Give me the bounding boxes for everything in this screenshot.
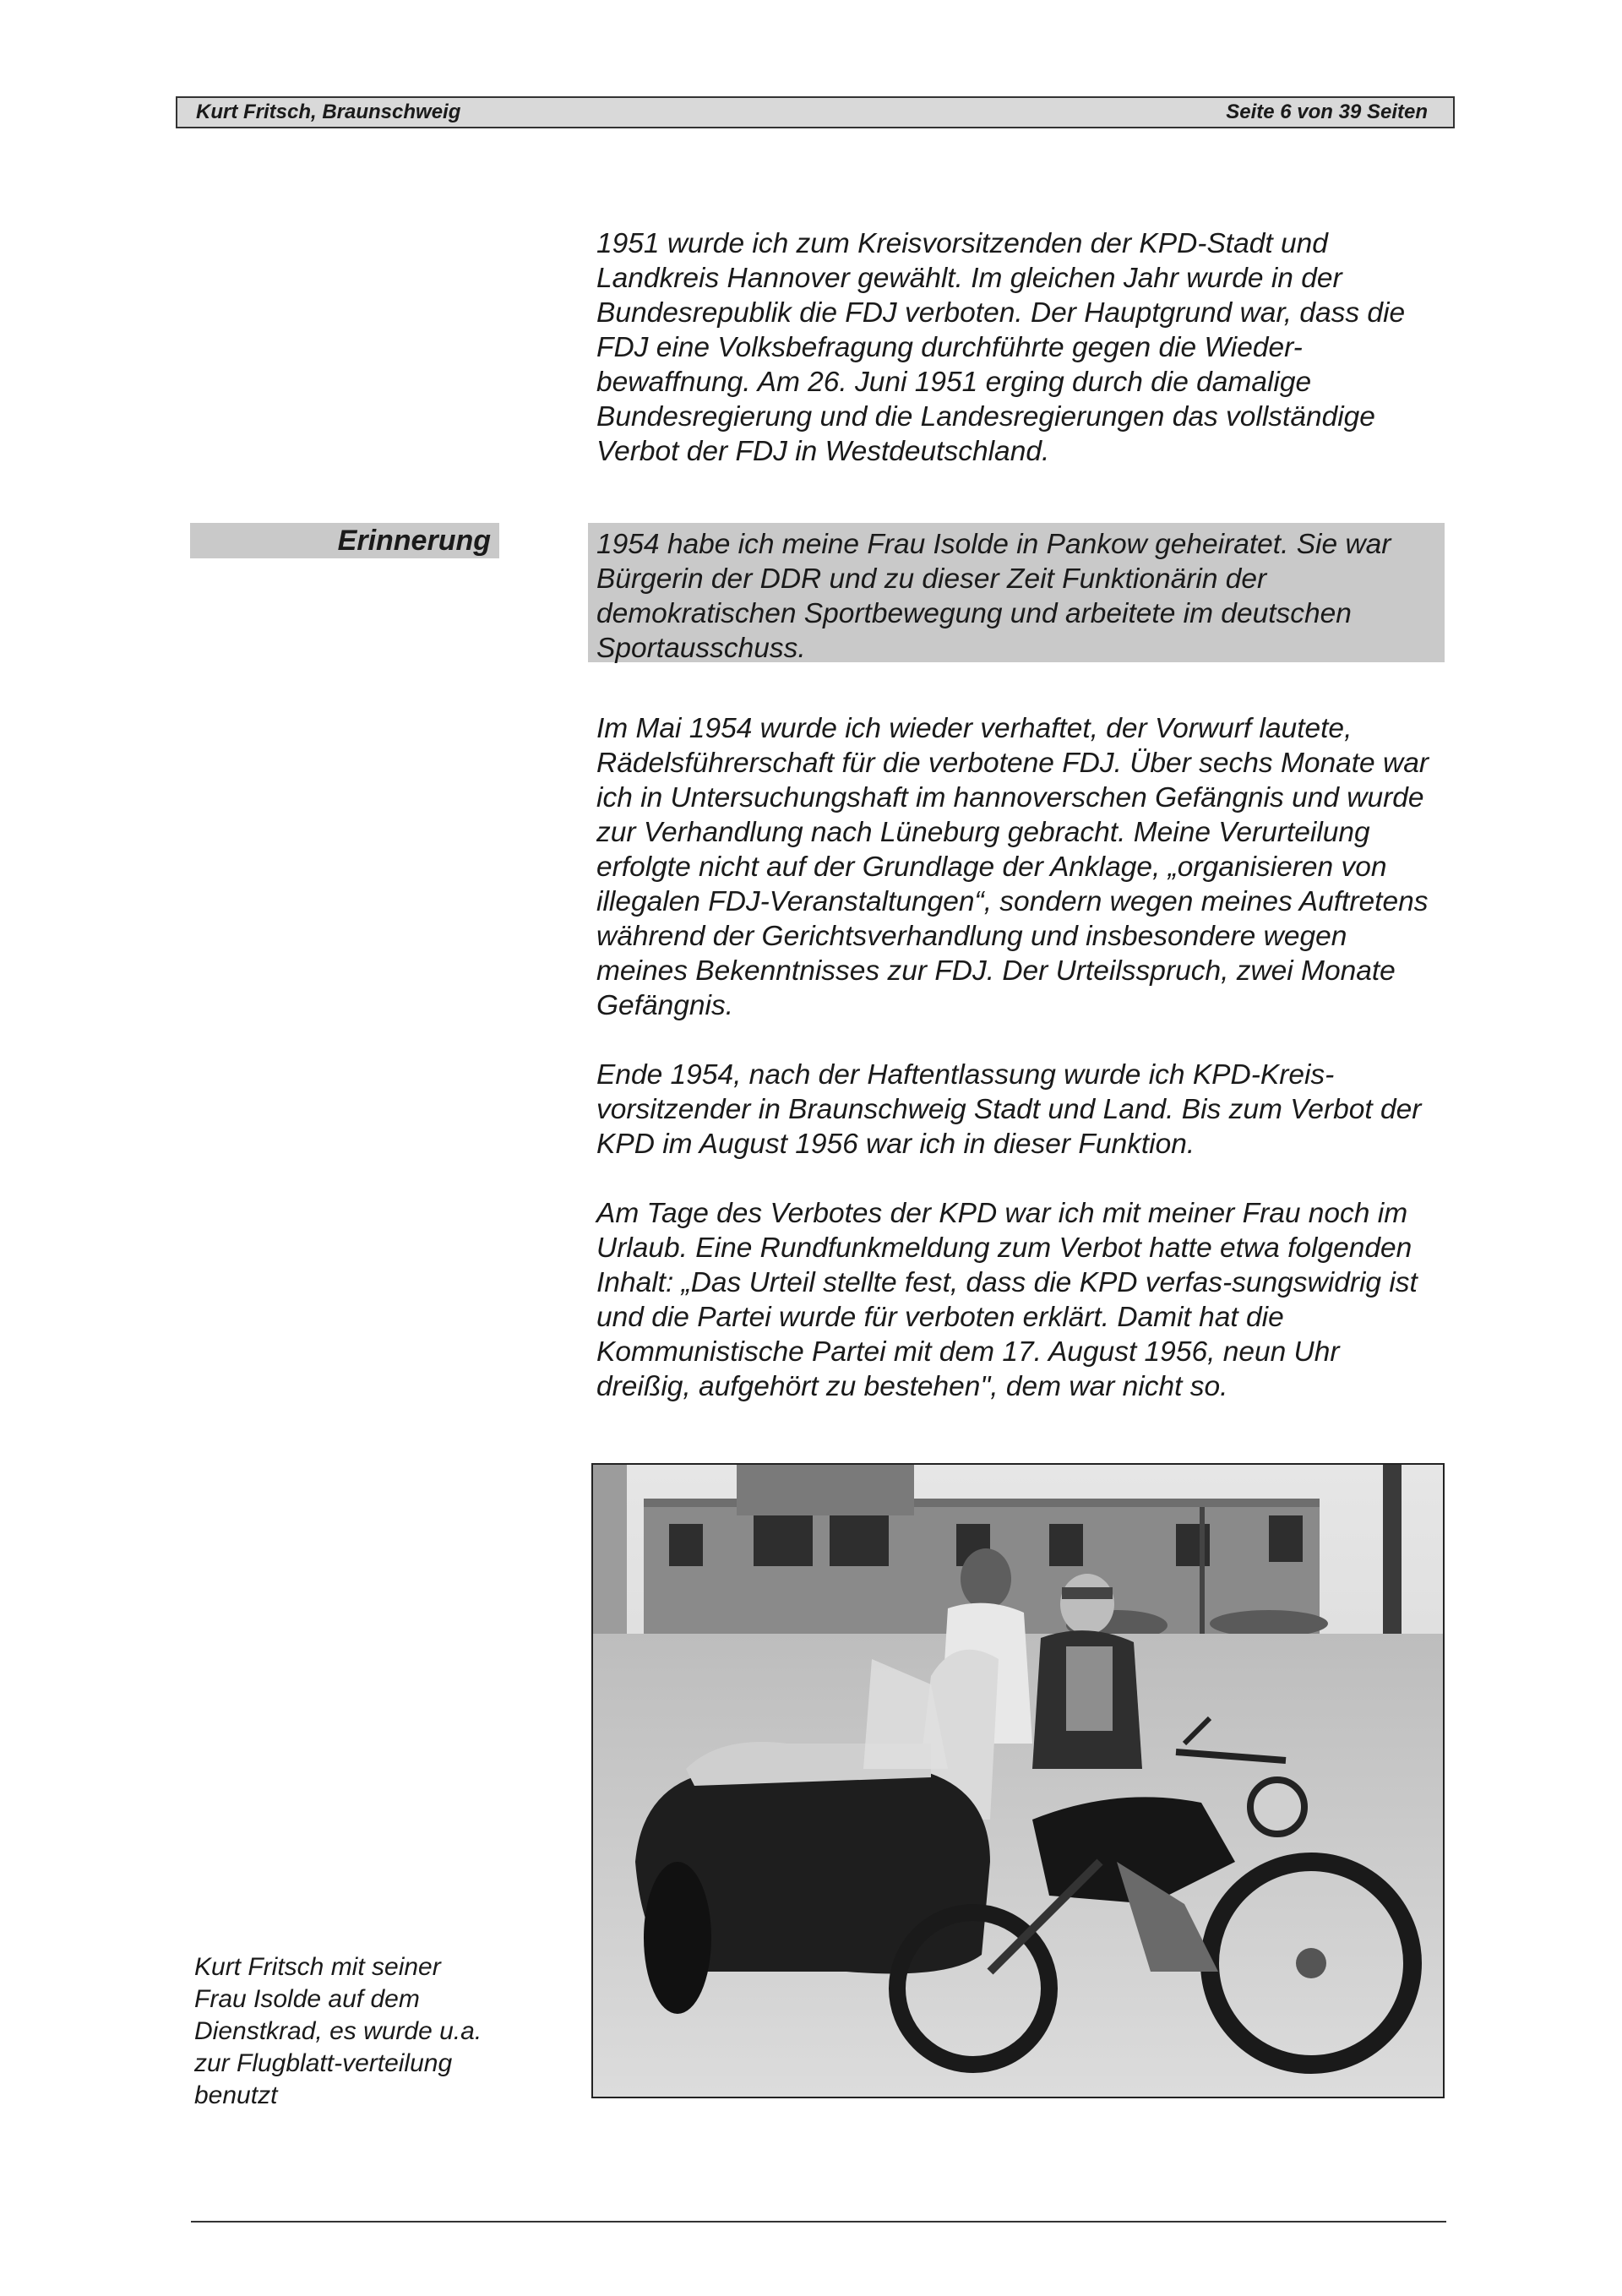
paragraph-kreisvorsitz: Ende 1954, nach der Haftentlassung wurde ich KPD-Kreis-vorsitzender in Braunschweig Stadt und Land. Bis zum Verbot der KPD im August 1956 war ich in dieser Funktion. [596, 1059, 1422, 1160]
page-header [176, 96, 1455, 128]
paragraph-verhaftung: Im Mai 1954 wurde ich wieder verhaftet, der Vorwurf lautete, Rädelsführerschaft für die verbotene FDJ. Über sechs Monate war ich in Untersuchungshaft im hannoverschen Gefängnis und wurde zur Verhandlung nach Lüneburg gebracht. Meine Verurteilung erfolgte nicht auf der Grundlage der Anklage, „organisieren von illegalen FDJ-Veranstaltungen“, sondern wegen meines Auftretens während der Gerichtsverhandlung und insbesondere wegen meines Bekenntnisses zur FDJ. Der Urteilsspruch, zwei Monate Gefängnis. [596, 713, 1429, 1021]
footer-divider [191, 2221, 1446, 2223]
highlight-paragraph-1954: 1954 habe ich meine Frau Isolde in Pankow geheiratet. Sie war Bürgerin der DDR und zu dieser Zeit Funktionärin der demokratischen Sportbewegung und arbeitete im deutschen Sportausschuss. [588, 523, 1445, 662]
side-label-erinnerung: Erinnerung [190, 523, 499, 558]
photo-illustration [593, 1465, 1443, 2097]
photo-motorcycle-sidecar [591, 1463, 1445, 2098]
header-author: Kurt Fritsch, Braunschweig [196, 101, 461, 123]
paragraph-1951: 1951 wurde ich zum Kreisvorsitzenden der KPD-Stadt und Landkreis Hannover gewählt. Im gleichen Jahr wurde in der Bundesrepublik die FDJ verboten. Der Hauptgrund war, dass die FDJ eine Volksbefragung durchführte gegen die Wieder-bewaffnung. Am 26. Juni 1951 erging durch die damalige Bundesregierung und die Landesregierungen das vollständige Verbot der FDJ in Westdeutschland. [596, 228, 1406, 467]
header-page-number: Seite 6 von 39 Seiten [1226, 101, 1428, 123]
paragraph-kpd-verbot: Am Tage des Verbotes der KPD war ich mit meiner Frau noch im Urlaub. Eine Rundfunkmeldung zum Verbot hatte etwa folgenden Inhalt: „Das Urteil stellte fest, dass die KPD verfas-sungswidrig ist und die Partei wurde für verboten erklärt. Damit hat die Kommunistische Partei mit dem 17. August 1956, neun Uhr dreißig, aufgehört zu bestehen", dem war nicht so. [596, 1198, 1418, 1402]
photo-caption: Kurt Fritsch mit seiner Frau Isolde auf dem Dienstkrad, es wurde u.a. zur Flugblatt-verteilung benutzt [194, 1953, 482, 2109]
